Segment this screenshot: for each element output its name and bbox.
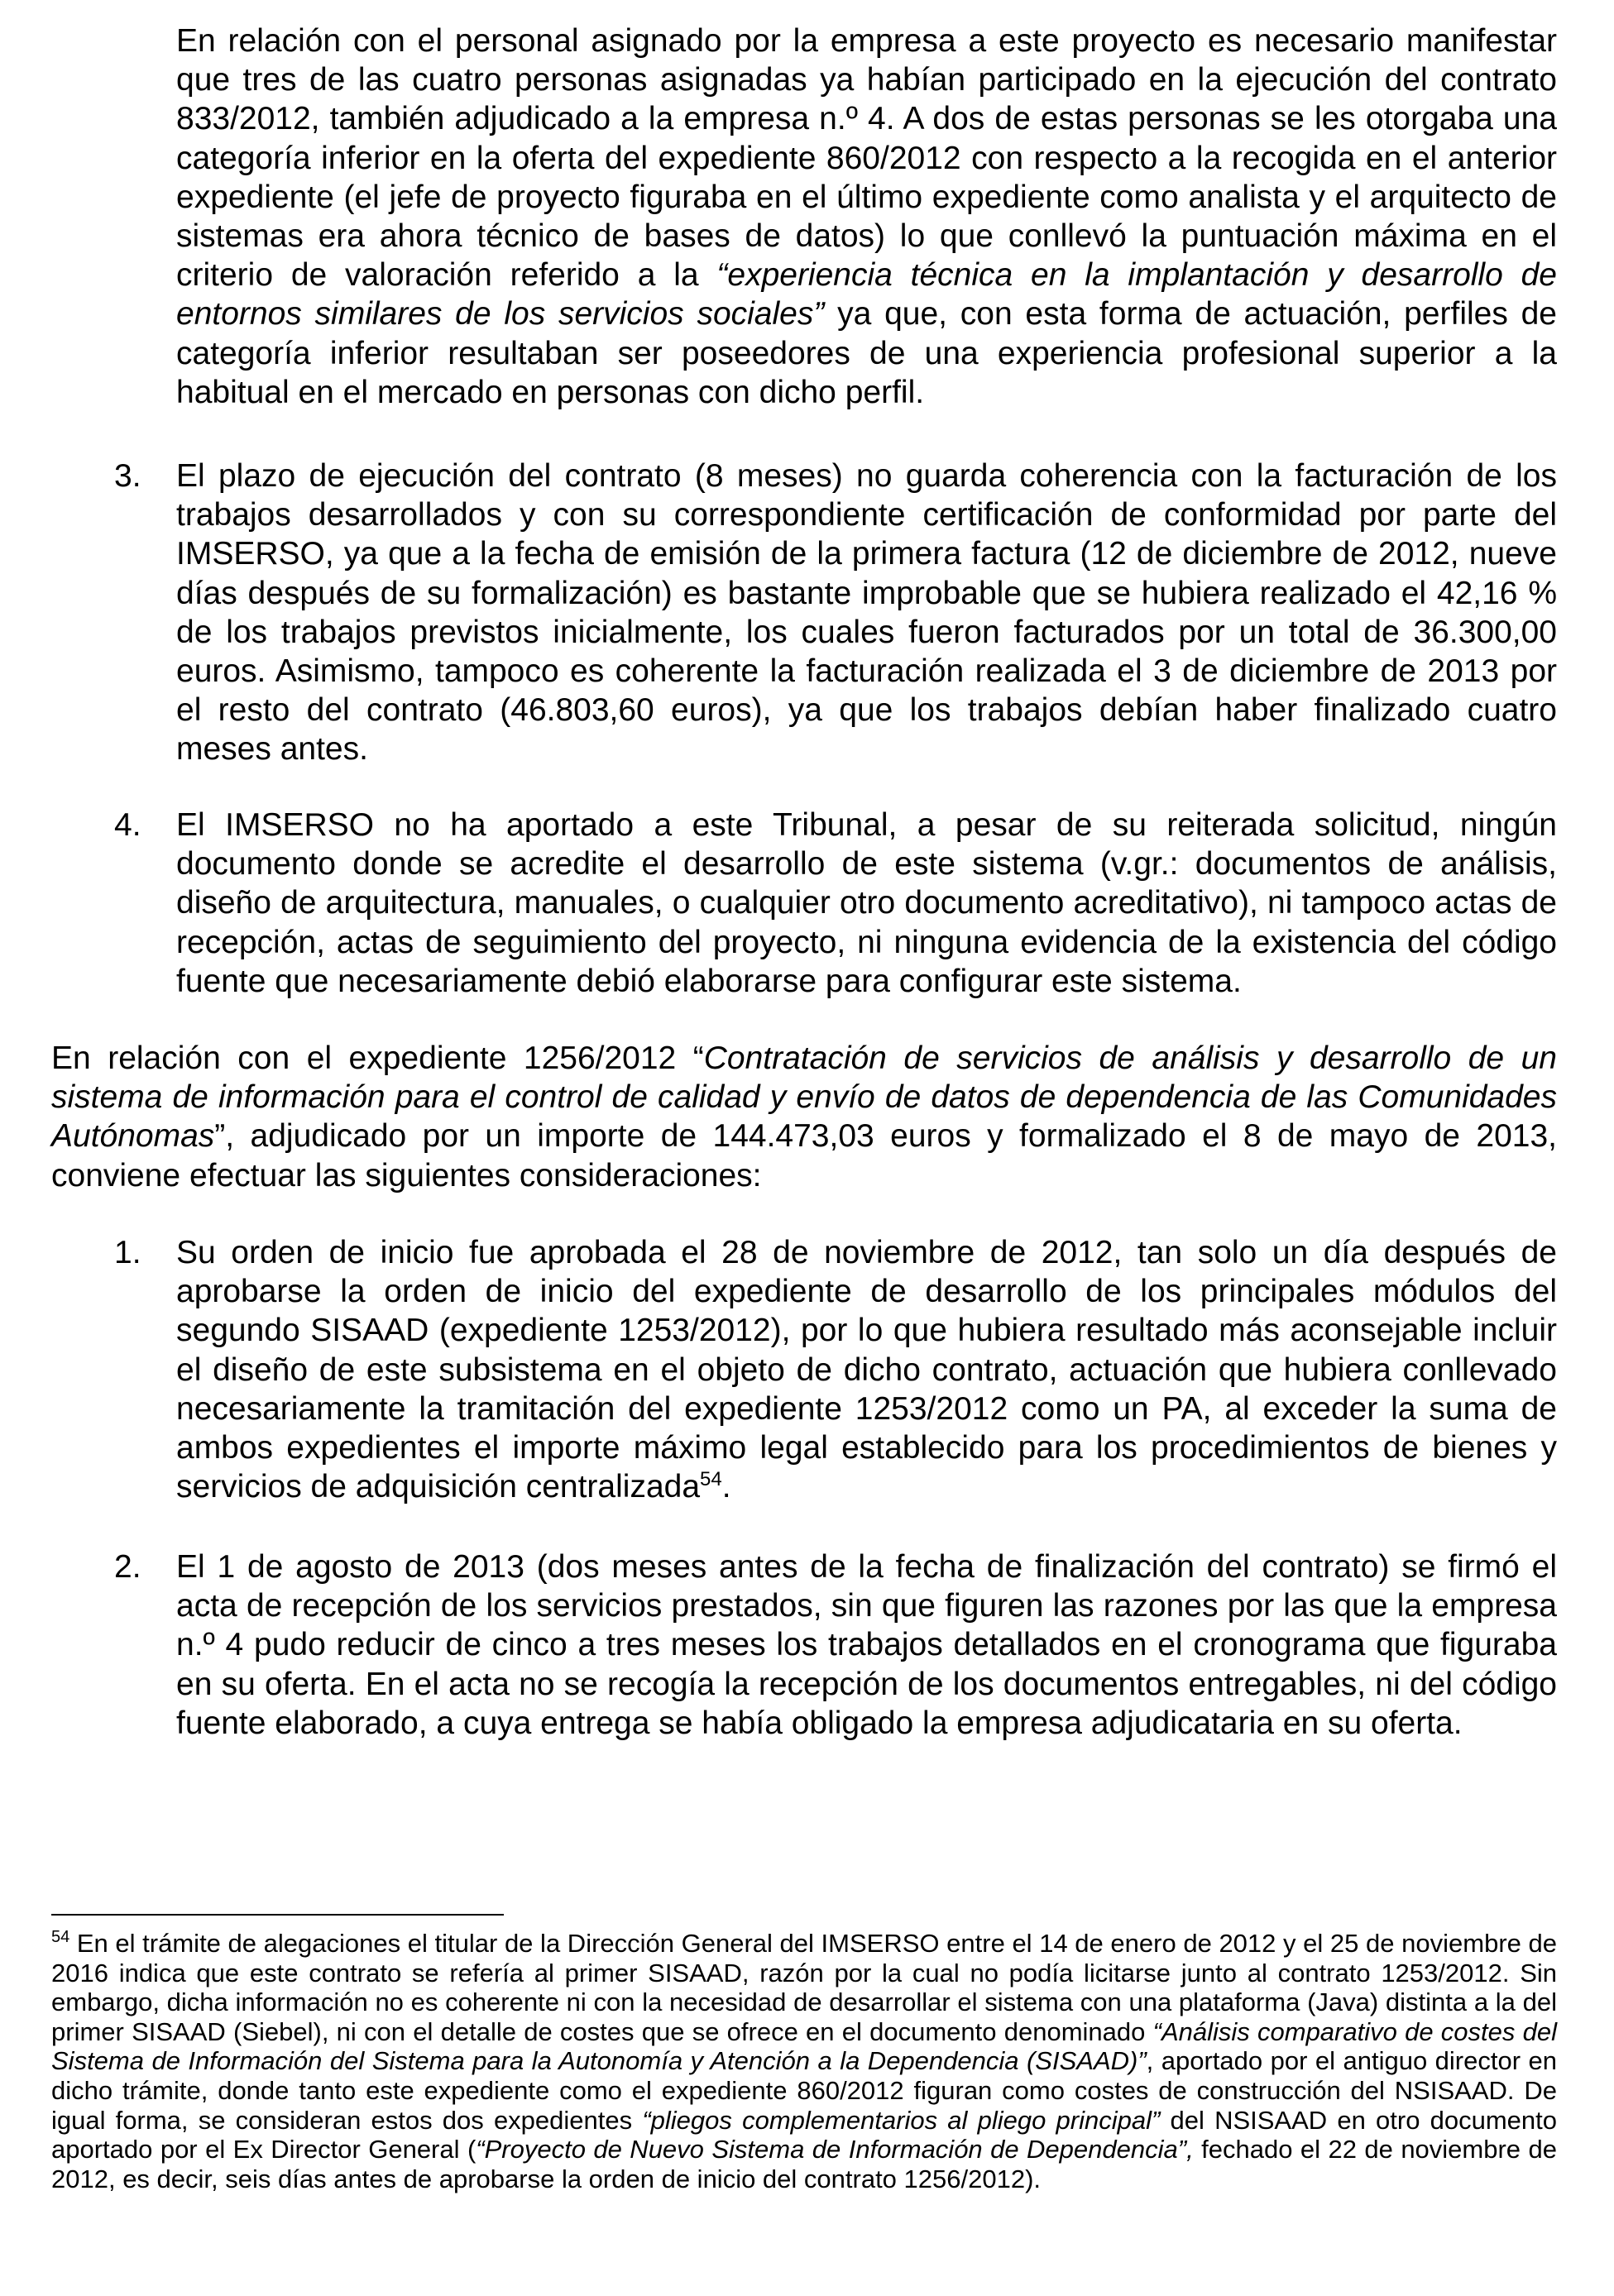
footnote-reference[interactable]: 54 bbox=[700, 1468, 722, 1491]
footnote-text-1: En el trámite de alegaciones el titular de la Dirección General del IMSERSO entre el 14 de enero de 2012 y el 25 de noviembre de 2016 indica que este contrato se refería al primer SISAAD, razón por la cual no podía licitarse junto al contrato 1253/2012. Sin embargo, dicha información no es coherente ni con la necesidad de desarrollar el sistema con una plataforma (Java) distinta a la del primer SISAAD (Siebel), ni con el detalle de costes que se ofrece en el documento denominado bbox=[51, 1929, 1557, 2046]
list-item-number: 3. bbox=[114, 458, 141, 494]
intro-text-2: ya que, con esta forma de actuación, perfiles de categoría inferior resultaban ser poseedores de una experiencia profesional superior a la habitual en el mercado en personas con dicho perfil. bbox=[176, 296, 1557, 410]
footnote-text-3: del NSISAAD en otro documento aportado por el Ex Director General ( bbox=[51, 2105, 1558, 2164]
list-item-end: . bbox=[721, 1469, 731, 1505]
list-item-body: Su orden de inicio fue aprobada el 28 de noviembre de 2012, tan solo un día después de aprobarse la orden de inicio del expediente de desarrollo de los principales módulos del segundo SISAAD (expediente 1253/2012), por lo que hubiera resultado más aconsejable incluir el diseño de este subsistema en el objeto de dicho contrato, actuación que hubiera conllevado necesariamente la tramitación del expediente 1253/2012 como un PA, al exceder la suma de ambos expedientes el importe máximo legal establecido para los procedimientos de bienes y servicios de adquisición centralizada bbox=[176, 1235, 1557, 1505]
list-item bbox=[114, 1233, 1557, 1506]
list-item-text bbox=[176, 1233, 1557, 1506]
footnote-doc-title-2: “pliegos complementarios al pliego principal” bbox=[642, 2105, 1161, 2135]
list-item-number: 2. bbox=[114, 1549, 141, 1585]
section-text-2: ”, adjudicado por un importe de 144.473,03 euros y formalizado el 8 de mayo de 2013, conviene efectuar las siguientes consideraciones: bbox=[51, 1118, 1557, 1193]
footnote-text-4: fechado el 22 de noviembre de 2012, es decir, seis días antes de aprobarse la orden de inicio del contrato 1256/2012). bbox=[51, 2135, 1557, 2193]
intro-text-1: En relación con el personal asignado por la empresa a este proyecto es necesario manifestar que tres de las cuatro personas asignadas ya habían participado en la ejecución del contrato 833/2012, también adjudicado a la empresa n.º 4. A dos de estas personas se les otorgaba una categoría inferior en la oferta del expediente 860/2012 con respecto a la recogida en el anterior expediente (el jefe de proyecto figuraba en el último expediente como analista y el arquitecto de sistemas era ahora técnico de bases de datos) lo que conllevó la puntuación máxima en el criterio de valoración referido a la bbox=[176, 23, 1557, 294]
section-text-1: En relación con el expediente 1256/2012 “ bbox=[51, 1040, 704, 1076]
footnote-text-2: , aportado por el antiguo director en dicho trámite, donde tanto este expediente como el expediente 860/2012 figuran como costes de construcción del NSISAAD. De igual forma, se consideran estos dos expedientes bbox=[51, 2046, 1557, 2135]
intro-paragraph bbox=[176, 22, 1557, 412]
list-item bbox=[114, 1547, 1557, 1743]
list-item-text: El IMSERSO no ha aportado a este Tribunal, a pesar de su reiterada solicitud, ningún documento donde se acredite el desarrollo de este sistema (v.gr.: documentos de análisis, diseño de arquitectura, manuales, o cualquier otro documento acreditativo), ni tampoco actas de recepción, actas de seguimiento del proyecto, ni ninguna evidencia de la existencia del código fuente que necesariamente debió elaborarse para configurar este sistema. bbox=[176, 807, 1557, 999]
list-item bbox=[114, 806, 1557, 1001]
footnote-doc-title-3: “Proyecto de Nuevo Sistema de Información de Dependencia”, bbox=[476, 2135, 1194, 2164]
list-item-number: 4. bbox=[114, 807, 141, 843]
list-item-text: El plazo de ejecución del contrato (8 meses) no guarda coherencia con la facturación de los trabajos desarrollados y con su correspondiente certificación de conformidad por parte del IMSERSO, ya que a la fecha de emisión de la primera factura (12 de diciembre de 2012, nueve días después de su formalización) es bastante improbable que se hubiera realizado el 42,16 % de los trabajos previstos inicialmente, los cuales fueron facturados por un total de 36.300,00 euros. Asimismo, tampoco es coherente la facturación realizada el 3 de diciembre de 2013 por el resto del contrato (46.803,60 euros), ya que los trabajos debían haber finalizado cuatro meses antes. bbox=[176, 458, 1557, 768]
footnote-number: 54 bbox=[51, 1928, 70, 1946]
list-item-text: El 1 de agosto de 2013 (dos meses antes de la fecha de finalización del contrato) se firmó el acta de recepción de los servicios prestados, sin que figuren las razones por las que la empresa n.º 4 pudo reducir de cinco a tres meses los trabajos detallados en el cronograma que figuraba en su oferta. En el acta no se recogía la recepción de los documentos entregables, ni del código fuente elaborado, a cuya entrega se había obligado la empresa adjudicataria en su oferta. bbox=[176, 1549, 1557, 1741]
footnote-doc-title-1: “Análisis comparativo de costes del Sistema de Información del Sistema para la Autonomía y Atención a la Dependencia (SISAAD)” bbox=[51, 2016, 1557, 2076]
footnote-separator bbox=[51, 1914, 504, 1916]
list-item-number: 1. bbox=[114, 1235, 141, 1270]
list-item bbox=[114, 457, 1557, 769]
section-contract-title: Contratación de servicios de análisis y desarrollo de un sistema de información para el control de calidad y envío de datos de dependencia de las Comunidades Autónomas bbox=[51, 1040, 1557, 1155]
footnote bbox=[51, 1929, 1557, 2193]
intro-quote: “experiencia técnica en la implantación y desarrollo de entornos similares de los servicios sociales” bbox=[176, 257, 1557, 332]
section-paragraph bbox=[51, 1039, 1557, 1195]
